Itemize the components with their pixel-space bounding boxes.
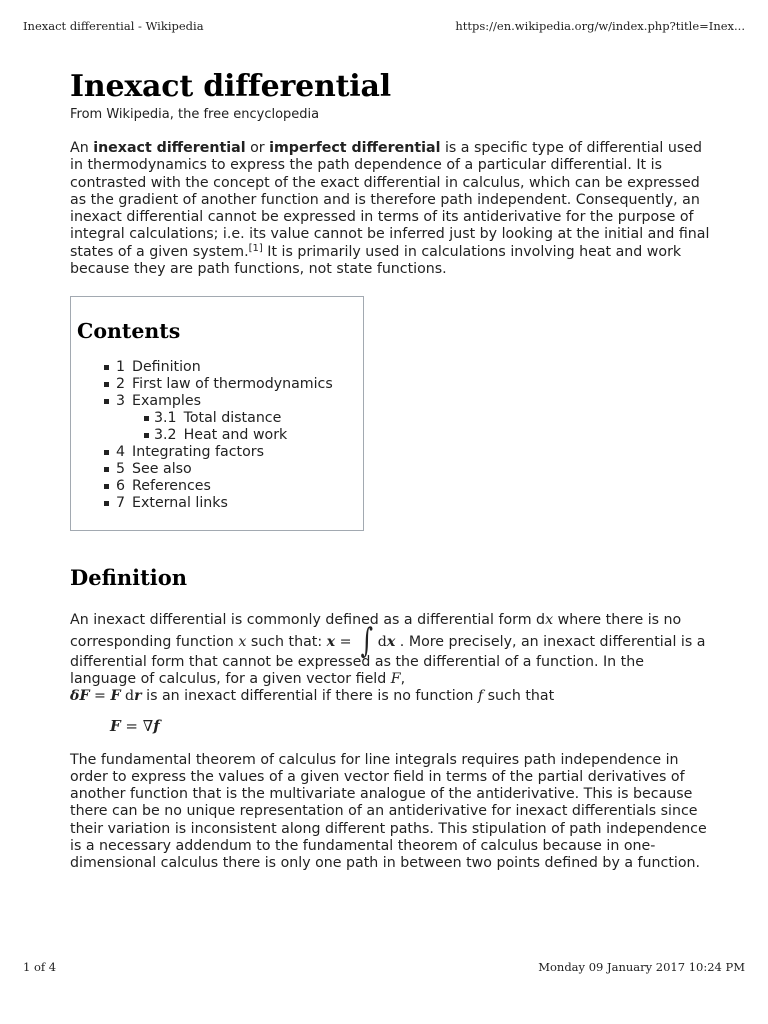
toc-item-examples[interactable] [77,393,358,410]
lead-paragraph [70,140,710,278]
math-eq-lhs: x [326,633,336,650]
def-text-4: . More precisely, an inexact differential is a differential form that cannot be expressed as the differential of a function. In the language of calculus, for a given vector field [70,633,706,687]
print-header-url: https://en.wikipedia.org/w/index.php?title=Inex... [455,19,745,33]
toc-item-see-also[interactable] [77,461,358,478]
toc-label: First law of thermodynamics [132,376,333,393]
math-d: d [377,633,387,650]
toc-label: External links [132,495,228,512]
lead-text-3: is a specific type of differential used in thermodynamics to express the path dependence of a particular differential. It is contrasted with the concept of the exact differential in calculus, which can be expressed as the gradient of another function and is therefore path independent. Consequently, an inexact differential cannot be expressed in terms of its antiderivative for the purpose of integral calculations; i.e. its value cannot be inferred just by looking at the initial and final states of a given system. [70,140,710,260]
toc-item-integrating-factors[interactable] [77,444,358,461]
def-text-5: , [400,670,406,687]
def-text-2: where there is no corresponding function [70,612,682,650]
page-title: Inexact differential [70,69,391,104]
display-equation [110,717,710,735]
toc-item-references[interactable] [77,478,358,495]
article-content [70,67,710,873]
toc-number: 3.2 [154,427,177,444]
toc-item-definition[interactable] [77,359,358,376]
print-timestamp: Monday 09 January 2017 10:24 PM [538,960,745,974]
math-var-f: f [153,716,160,735]
def-text-7: such that [483,688,555,705]
math-var-x: x [545,612,554,629]
print-header-title: Inexact differential - Wikipedia [23,19,204,33]
toc-number: 5 [116,461,126,478]
print-header [23,19,745,33]
page-number: 1 of 4 [23,960,57,974]
toc-number: 3.1 [154,410,177,427]
math-var-F: F [110,716,121,735]
toc-number: 1 [116,359,126,376]
math-var-x: x [386,633,396,650]
def-text-1: An inexact differential is commonly defined as a differential form d [70,612,546,629]
math-var-F: F [110,688,121,705]
toc-label: Total distance [183,410,282,427]
reference-link-1[interactable]: [1] [248,242,263,254]
toc-item-first-law[interactable] [77,376,358,393]
toc-label: Definition [132,359,201,376]
toc-number: 2 [116,376,126,393]
site-subtitle: From Wikipedia, the free encyclopedia [70,107,320,122]
def-text-6: is an inexact differential if there is no function [141,688,478,705]
toc-item-heat-and-work[interactable] [77,427,358,444]
lead-bold-inexact: inexact differential [93,140,246,156]
math-eq-equals: = [89,688,111,705]
toc-number: 6 [116,478,126,495]
definition-paragraph-1 [70,612,710,705]
toc-label: References [132,478,211,495]
toc-label: Examples [132,393,201,410]
toc-item-external-links[interactable] [77,495,358,512]
math-var-F: F [79,688,90,705]
math-eq-equals: = [335,633,357,650]
lead-text-2: or [245,140,270,156]
toc-item-total-distance[interactable] [77,410,358,427]
section-heading-definition: Definition [70,565,188,591]
math-var-f: f [477,688,484,705]
math-eq-nabla: = ∇ [120,716,154,735]
math-var-F: F [390,670,401,687]
toc-title: Contents [77,319,181,344]
toc-label: Heat and work [183,427,288,444]
lead-text-1: An [70,140,94,156]
definition-paragraph-2: The fundamental theorem of calculus for line integrals requires path independence in order to express the values of a given vector field in terms of the partial derivatives of another function that is the multivariate analogue of the antiderivative. This is because there can be no unique representation of an antiderivative for inexact differentials since their variation is inconsistent along different paths. This stipulation of path independence is a necessary addendum to the fundamental theorem of calculus because in one-dimensional calculus there is only one path in between two points defined by a function. [70,751,707,872]
integral-sign: ∫ [360,620,374,661]
toc-number: 7 [116,495,126,512]
math-var-x: x [238,633,247,650]
toc-label: Integrating factors [132,444,264,461]
lead-bold-imperfect: imperfect differential [269,140,441,156]
lead-text-4: It is primarily used in calculations involving heat and work because they are path functions, not state functions. [70,243,682,278]
toc-list [77,359,358,512]
math-d: d [120,688,135,705]
def-text-3: such that: [246,633,327,650]
print-footer [23,960,745,974]
toc-number: 3 [116,393,126,410]
math-delta: δ [70,688,80,705]
toc-number: 4 [116,444,126,461]
table-of-contents [70,296,364,531]
toc-label: See also [132,461,192,478]
math-var-r: r [134,688,142,705]
